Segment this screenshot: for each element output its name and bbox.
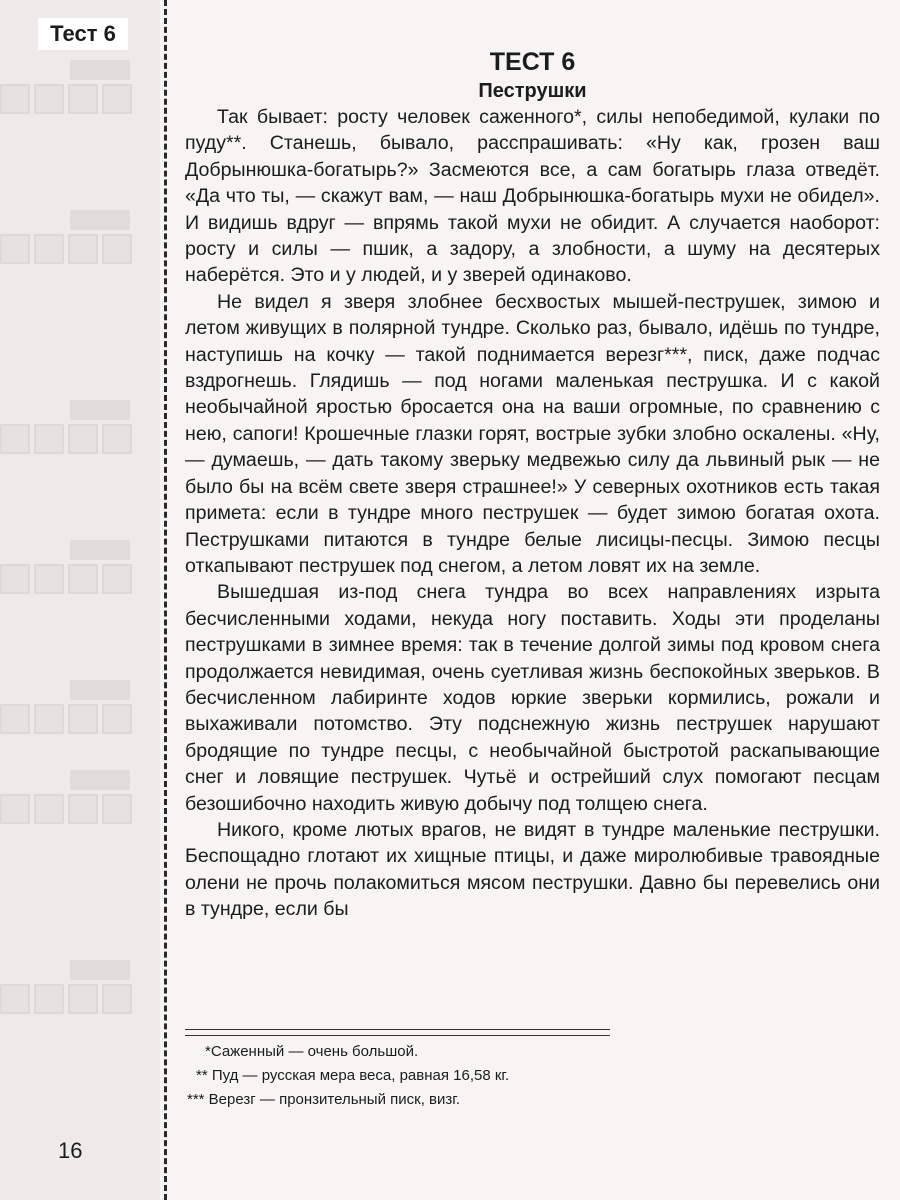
footnote: *Саженный — очень большой. — [205, 1043, 419, 1060]
faded-answer-box — [0, 60, 140, 114]
side-test-label: Тест 6 — [38, 18, 128, 50]
paragraph: Вышедшая из-под снега тундра во всех направлениях изрыта бесчисленными ходами, некуда ногу поставить. Ходы эти проделаны пеструшками в зимнее время: так в течение долгой зимы под кровом снега продолжается невидимая, очень суетливая жизнь беспокойных зверьков. В бесчисленном лабиринте ходов юркие зверьки кормились, рожали и выхаживали потомство. Эту подснежную жизнь пеструшек нарушают бродящие по тундре песцы, с необычайной быстротой раскапывающие снег и ловящие пеструшек. Чутьё и острейший слух помогают песцам безошибочно находить живую добычу под толщею снега. — [185, 581, 880, 815]
paragraph: Не видел я зверя злобнее бесхвостых мышей-пеструшек, зимою и летом живущих в полярной тундре. Сколько раз, бывало, идёшь по тундре, наступишь на кочку — такой поднимается верезг***, писк, даже подчас вздрогнешь. Глядишь — под ногами маленькая пеструшка. И с какой необычайной яростью бросается она на ваши огромные, по сравнению с нею, сапоги! Крошечные глазки горят, вострые зубки злобно оскалены. «Ну, — думаешь, — дать такому зверьку медвежью силу да львиный рык — не было бы на всём свете зверя страшнее!» У северных охотников есть такая примета: если в тундре много пеструшек — будет зимою богатая охота. Пеструшками питаются в тундре белые лисицы-песцы. Зимою песцы откапывают пеструшек под снегом, а летом ловят их на земле. — [185, 290, 880, 577]
faded-answer-box — [0, 770, 140, 824]
page-number: 16 — [58, 1138, 83, 1163]
article — [185, 48, 880, 923]
story-title: Пеструшки — [478, 80, 587, 102]
faded-answer-box — [0, 540, 140, 594]
paragraph: Никого, кроме лютых врагов, не видят в тундре маленькие пеструшки. Беспощадно глотают их хищные птицы, и даже миролюбивые травоядные олени не прочь полакомиться мясом пеструшки. Давно бы перевелись они в тундре, если бы — [185, 818, 880, 921]
faded-answer-box — [0, 960, 140, 1014]
footnote: *** Верезг — пронзительный писк, визг. — [187, 1091, 461, 1108]
faded-answer-box — [0, 400, 140, 454]
footnotes — [187, 1040, 787, 1112]
paragraph: Так бывает: росту человек саженного*, силы непобедимой, кулаки по пуду**. Станешь, бывало, расспрашивать: «Ну как, грозен ваш Добрынюшка-богатырь?» Засмеются все, а сам богатырь глаза отведёт. «Да что ты, — скажут вам, — наш Добрынюшка-богатырь мухи не обидел». И видишь вдруг — впрямь такой мухи не обидит. А случается наоборот: росту и силы — пшик, а задору, а злобности, а шуму на десятерых наберётся. Это и у людей, и у зверей одинаково. — [185, 106, 880, 287]
left-margin — [0, 0, 160, 1200]
test-title: ТЕСТ 6 — [489, 48, 576, 76]
cut-line-divider — [164, 0, 167, 1200]
faded-answer-box — [0, 680, 140, 734]
faded-answer-box — [0, 210, 140, 264]
footnote: ** Пуд — русская мера веса, равная 16,58 кг. — [196, 1067, 510, 1084]
footnote-divider — [185, 1029, 610, 1036]
